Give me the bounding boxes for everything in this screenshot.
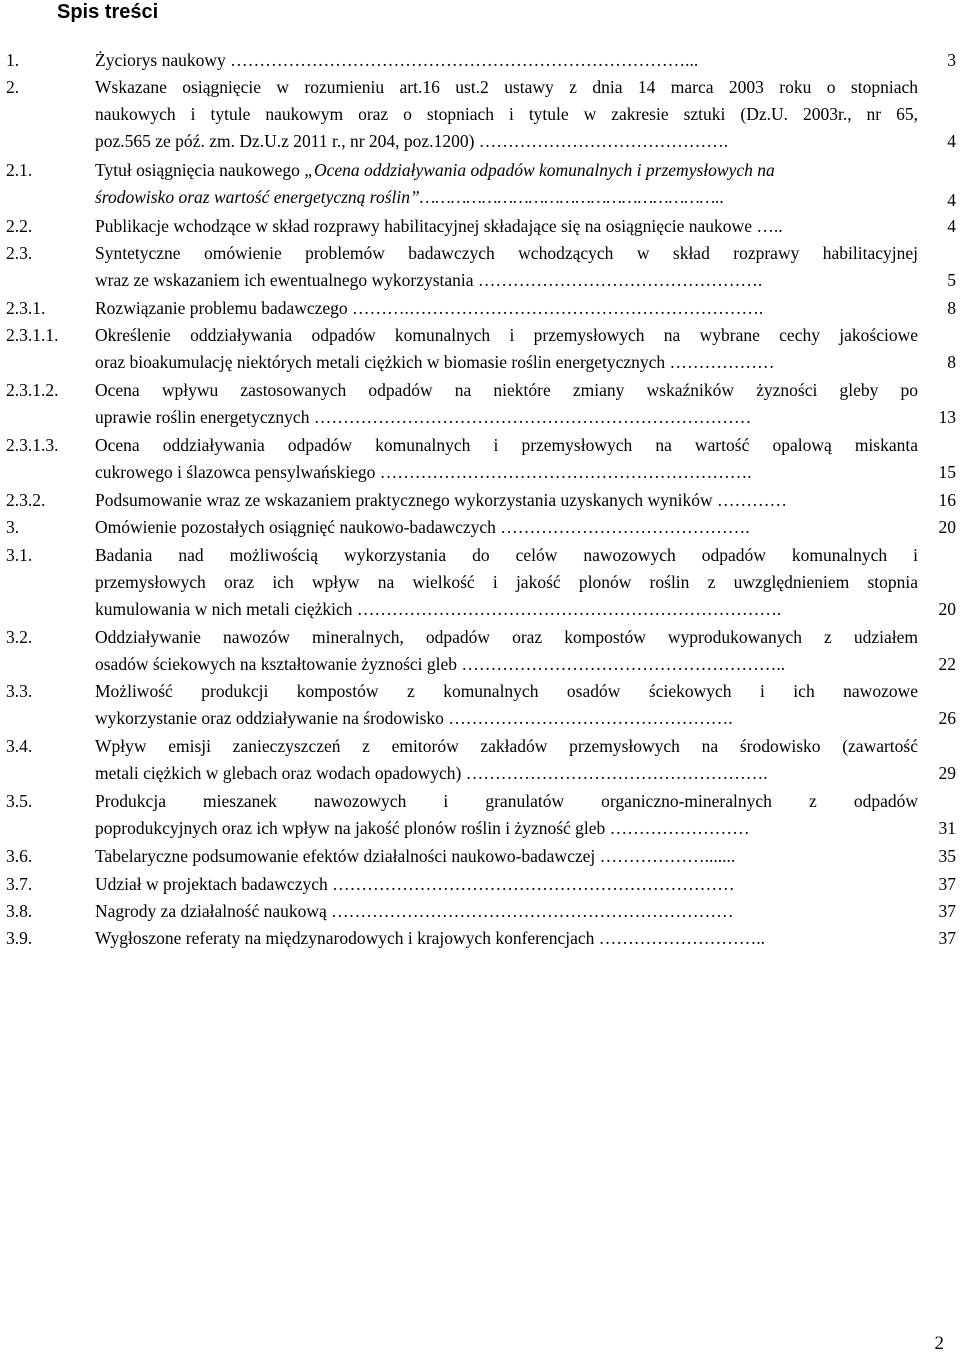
toc-entry-title-line: środowisko oraz wartość energetyczną roślin”…………………………………………………..: [95, 187, 725, 207]
toc-entry-title-line: przemysłowych oraz ich wpływ na wielkość i jakość plonów roślin z uwzględnieniem stopnia: [95, 572, 918, 592]
toc-entry-title-line: Oddziaływanie nawozów mineralnych, odpadów oraz kompostów wyprodukowanych z udziałem: [95, 627, 918, 647]
toc-entry-title-line: Wskazane osiągnięcie w rozumieniu art.16 ust.2 ustawy z dnia 14 marca 2003 roku o stopniach: [95, 77, 918, 97]
toc-entry-title: Tabelaryczne podsumowanie efektów działalności naukowo-badawczej ……………….......: [95, 846, 736, 866]
toc-entry-number: 3.9.: [6, 928, 33, 948]
toc-entry-number: 3.1.: [6, 545, 33, 565]
toc-entry-page: 13: [938, 407, 956, 427]
toc-entry-page: 4: [947, 131, 956, 151]
toc-entry-title-line: cukrowego i ślazowca pensylwańskiego ……………………………………………………….: [95, 462, 752, 482]
toc-entry-title-line: Syntetyczne omówienie problemów badawczych wchodzących w skład rozprawy habilitacyjnej: [95, 243, 918, 263]
toc-entry-title-line: Możliwość produkcji kompostów z komunalnych osadów ściekowych i ich nawozowe: [95, 681, 918, 701]
toc-entry-number: 3.2.: [6, 627, 33, 647]
toc-entry-title-line: Produkcja mieszanek nawozowych i granulatów organiczno-mineralnych z odpadów: [95, 791, 918, 811]
toc-entry-title-line: Ocena wpływu zastosowanych odpadów na niektóre zmiany wskaźników żyzności gleby po: [95, 380, 918, 400]
toc-entry-title-prefix: Tytuł osiągnięcia naukowego: [95, 160, 300, 180]
toc-entry-number: 2.3.1.3.: [6, 435, 59, 455]
toc-entry-page: 26: [938, 708, 956, 728]
footer-page-number: 2: [934, 1333, 944, 1354]
page-title: Spis treści: [57, 1, 159, 23]
toc-entry-number: 2.3.1.2.: [6, 380, 59, 400]
toc-entry-title-line: Określenie oddziaływania odpadów komunalnych i przemysłowych na wybrane cechy jakościowe: [95, 325, 918, 345]
toc-entry-number: 2.3.2.: [6, 490, 46, 510]
toc-entry-title-line: wykorzystanie oraz oddziaływanie na środowisko ………………………………………….: [95, 708, 733, 728]
toc-entry-page: 16: [938, 490, 956, 510]
toc-entry-number: 3.3.: [6, 681, 33, 701]
toc-entry-title-line: naukowych i tytule naukowym oraz o stopniach i tytule w zakresie sztuki (Dz.U. 2003r., nr 65,: [95, 104, 918, 124]
toc-entry-title-line: osadów ściekowych na kształtowanie żyzności gleb ………………………………………………..: [95, 654, 786, 674]
toc-entry-page: 22: [938, 654, 956, 674]
toc-entry-title: Omówienie pozostałych osiągnięć naukowo-badawczych …………………………………….: [95, 517, 750, 537]
toc-entry-page: 8: [947, 352, 956, 372]
toc-entry-page: 5: [947, 270, 956, 290]
toc-entry-title-line: kumulowania w nich metali ciężkich ……………………………………………………………….: [95, 599, 782, 619]
toc-entry-number: 2.2.: [6, 216, 33, 236]
toc-entry-number: 2.3.1.1.: [6, 325, 59, 345]
toc-entry-title: Publikacje wchodzące w skład rozprawy habilitacyjnej składające się na osiągnięcie naukowe …..: [95, 216, 783, 236]
toc-entry-number: 2.1.: [6, 160, 33, 180]
toc-entry-title-line: poprodukcyjnych oraz ich wpływ na jakość plonów roślin i żyzność gleb ……………………: [95, 818, 750, 838]
toc-entry-number: 3.4.: [6, 736, 33, 756]
toc-entry-number: 3.8.: [6, 901, 33, 921]
toc-entry-title-line: metali ciężkich w glebach oraz wodach opadowych) …………………………………………….: [95, 763, 768, 783]
toc-entry-title: Podsumowanie wraz ze wskazaniem praktycznego wykorzystania uzyskanych wyników …………: [95, 490, 788, 510]
toc-entry-page: 4: [947, 216, 956, 236]
toc-entry-page: 3: [947, 50, 956, 70]
toc-entry-number: 3.7.: [6, 874, 33, 894]
toc-entry-title-line: Ocena oddziaływania odpadów komunalnych i przemysłowych na wartość opalową miskanta: [95, 435, 918, 455]
toc-entry-page: 37: [938, 928, 956, 948]
toc-entry-page: 37: [938, 901, 956, 921]
toc-entry-title-line: [95, 157, 918, 184]
toc-entry-number: 3.: [6, 517, 20, 537]
toc-entry-title: Życiorys naukowy ……………………………………………………………………...: [95, 50, 699, 70]
toc-entry-title-line: oraz bioakumulację niektórych metali ciężkich w biomasie roślin energetycznych ………………: [95, 352, 775, 372]
toc-entry-page: 20: [938, 517, 956, 537]
toc-entry-page: 15: [938, 462, 956, 482]
toc-entry-number: 1.: [6, 50, 20, 70]
toc-entry-page: 31: [938, 818, 956, 838]
toc-entry-title: Rozwiązanie problemu badawczego ……….…………………………………………………….: [95, 298, 764, 318]
toc-entry-title: Wygłoszone referaty na międzynarodowych i krajowych konferencjach ………………………..: [95, 928, 766, 948]
toc-entry-title-line: Wpływ emisji zanieczyszczeń z emitorów zakładów przemysłowych na środowisko (zawartość: [95, 736, 918, 756]
toc-entry-title-line: poz.565 ze póź. zm. Dz.U.z 2011 r., nr 204, poz.1200) …………………………………….: [95, 131, 729, 151]
toc-entry-title: Nagrody za działalność naukową ……………………………………………………………: [95, 901, 734, 921]
toc-entry-number: 2.: [6, 77, 20, 97]
toc-entry-page: 37: [938, 874, 956, 894]
toc-entry-number: 2.3.1.: [6, 298, 46, 318]
toc-entry-title-line: wraz ze wskazaniem ich ewentualnego wykorzystania ………………………………………….: [95, 270, 763, 290]
toc-entry-number: 2.3.: [6, 243, 33, 263]
toc-entry-page: 8: [947, 298, 956, 318]
toc-entry-number: 3.6.: [6, 846, 33, 866]
toc-entry-page: 29: [938, 763, 956, 783]
toc-entry-page: 4: [947, 190, 956, 210]
toc-entry-page: 20: [938, 599, 956, 619]
toc-entry-title-line: uprawie roślin energetycznych …………………………………………………………………: [95, 407, 752, 427]
toc-entry-title-line: Badania nad możliwością wykorzystania do celów nawozowych odpadów komunalnych i: [95, 545, 918, 565]
toc-entry-page: 35: [938, 846, 956, 866]
toc-entry-title: Udział w projektach badawczych ……………………………………………………………: [95, 874, 735, 894]
toc-entry-number: 3.5.: [6, 791, 33, 811]
toc-entry-title-italic: „Ocena oddziaływania odpadów komunalnych i przemysłowych na: [304, 160, 775, 180]
